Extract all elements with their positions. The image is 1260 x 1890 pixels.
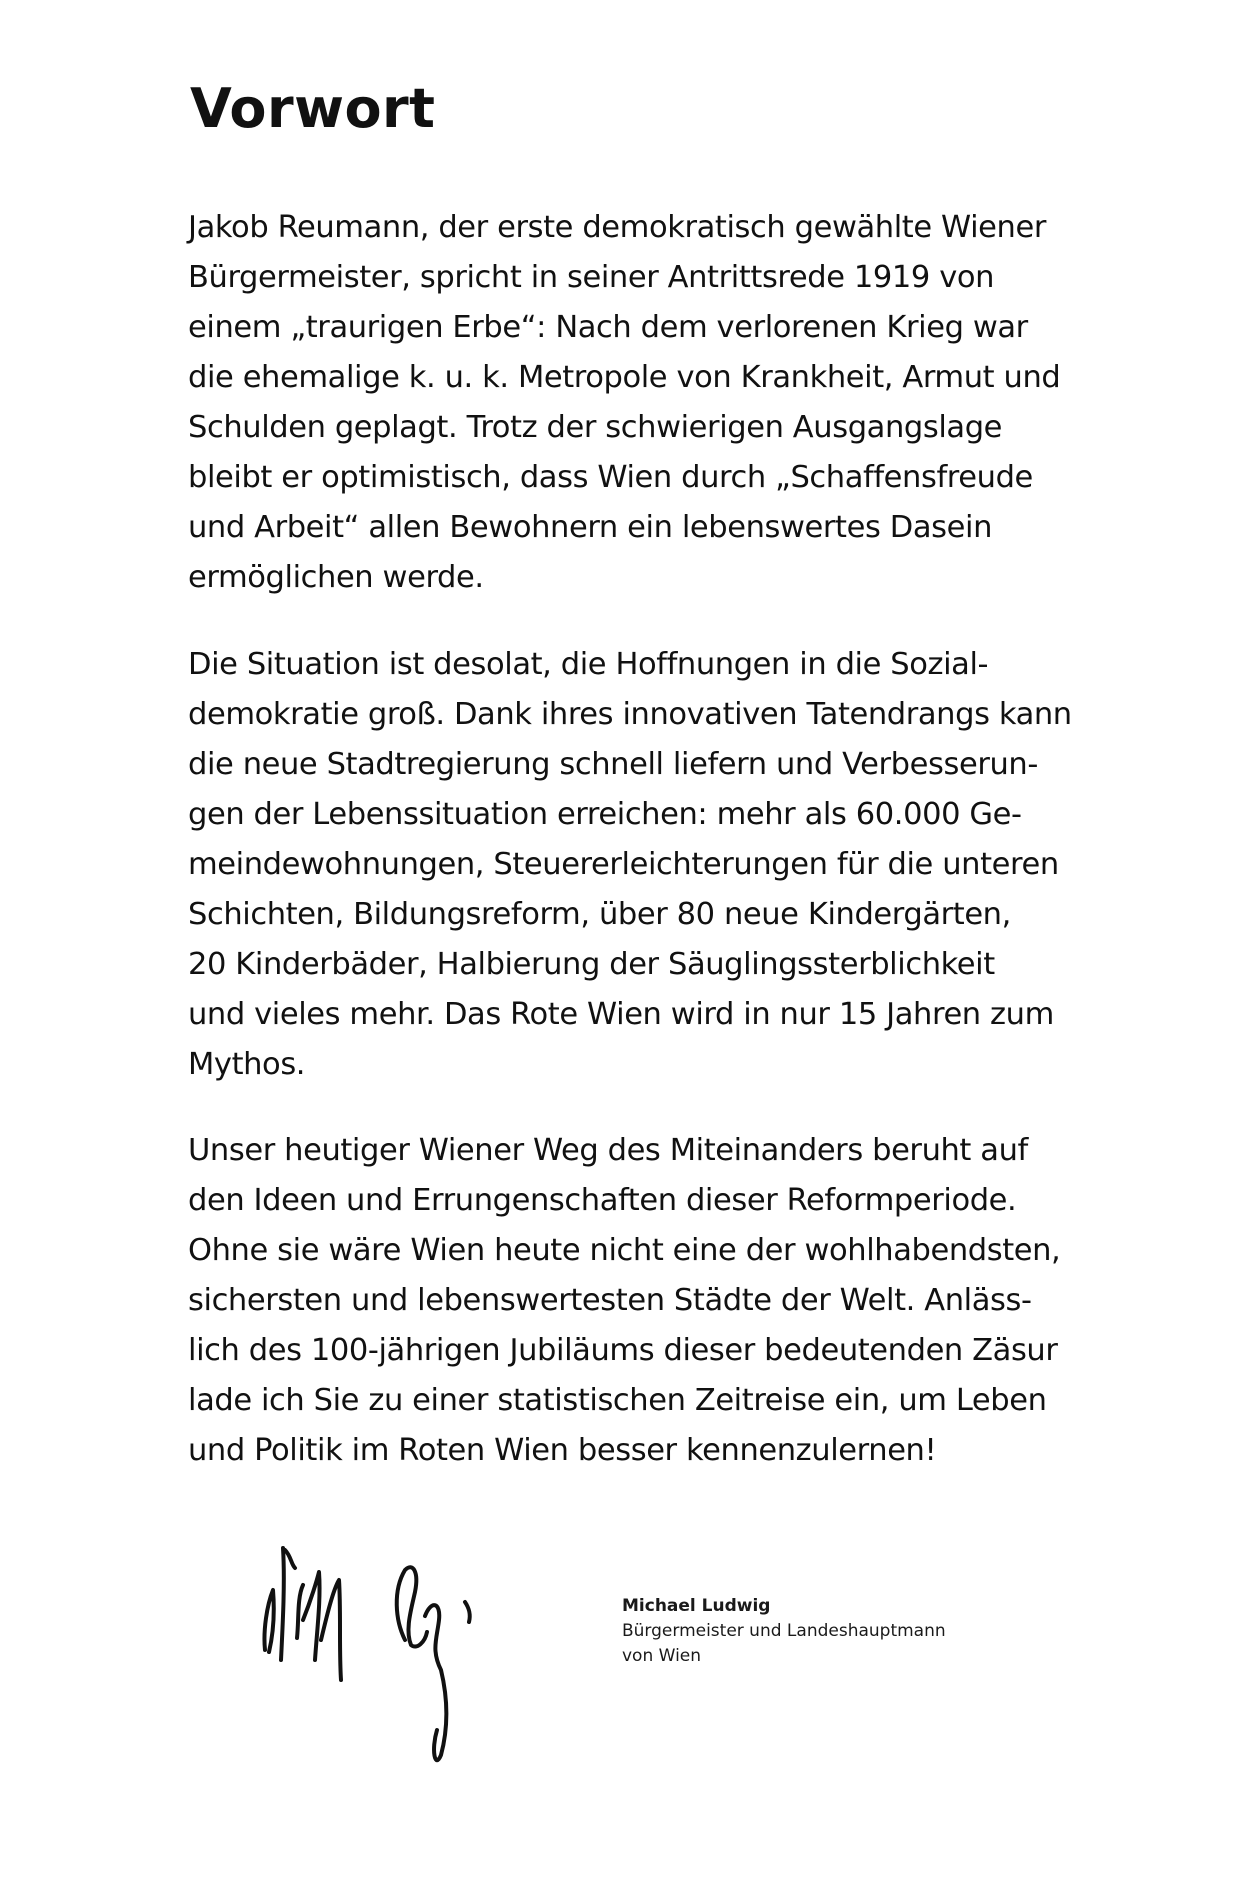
text-line: bleibt er optimistisch, dass Wien durch „Schaffensfreude <box>188 460 1033 495</box>
text-line: gen der Lebenssituation erreichen: mehr als 60.000 Ge- <box>188 797 1022 832</box>
text-line: Die Situation ist desolat, die Hoffnungen in die Sozial- <box>188 647 989 682</box>
text-line: und Arbeit“ allen Bewohnern ein lebenswertes Dasein <box>188 510 992 545</box>
text-line: Bürgermeister, spricht in seiner Antrittsrede 1919 von <box>188 260 995 295</box>
signer-role-location: von Wien <box>622 1646 702 1666</box>
text-line: und Politik im Roten Wien besser kennenzulernen! <box>188 1433 937 1468</box>
text-line: lich des 100-jährigen Jubiläums dieser bedeutenden Zäsur <box>188 1333 1058 1368</box>
text-line: Unser heutiger Wiener Weg des Miteinanders beruht auf <box>188 1133 1028 1168</box>
text-line: Jakob Reumann, der erste demokratisch gewählte Wiener <box>188 210 1046 245</box>
text-line: und vieles mehr. Das Rote Wien wird in nur 15 Jahren zum <box>188 997 1054 1032</box>
text-line: die ehemalige k. u. k. Metropole von Krankheit, Armut und <box>188 360 1061 395</box>
signer-role: Bürgermeister und Landeshauptmann <box>622 1621 946 1641</box>
signer-block <box>622 1594 946 1669</box>
page-title: Vorwort <box>190 77 436 140</box>
text-line: meindewohnungen, Steuererleichterungen für die unteren <box>188 847 1059 882</box>
text-line: Ohne sie wäre Wien heute nicht eine der wohlhabendsten, <box>188 1233 1061 1268</box>
text-line: 20 Kinderbäder, Halbierung der Säuglingssterblichkeit <box>188 947 995 982</box>
text-line: demokratie groß. Dank ihres innovativen Tatendrangs kann <box>188 697 1072 732</box>
text-line: Schulden geplagt. Trotz der schwierigen Ausgangslage <box>188 410 1003 445</box>
text-line: lade ich Sie zu einer statistischen Zeitreise ein, um Leben <box>188 1383 1047 1418</box>
signature-icon <box>255 1520 555 1780</box>
text-line: die neue Stadtregierung schnell liefern und Verbesserun- <box>188 747 1038 782</box>
text-line: sichersten und lebenswertesten Städte der Welt. Anläss- <box>188 1283 1032 1318</box>
text-line: den Ideen und Errungenschaften dieser Reformperiode. <box>188 1183 1017 1218</box>
text-line: ermöglichen werde. <box>188 560 484 595</box>
text-line: einem „traurigen Erbe“: Nach dem verlorenen Krieg war <box>188 310 1028 345</box>
paragraph-2 <box>188 640 1078 1090</box>
text-line: Mythos. <box>188 1047 306 1082</box>
signer-name: Michael Ludwig <box>622 1596 771 1616</box>
text-line: Schichten, Bildungsreform, über 80 neue Kindergärten, <box>188 897 1011 932</box>
paragraph-3 <box>188 1126 1078 1476</box>
paragraph-1 <box>188 203 1078 603</box>
